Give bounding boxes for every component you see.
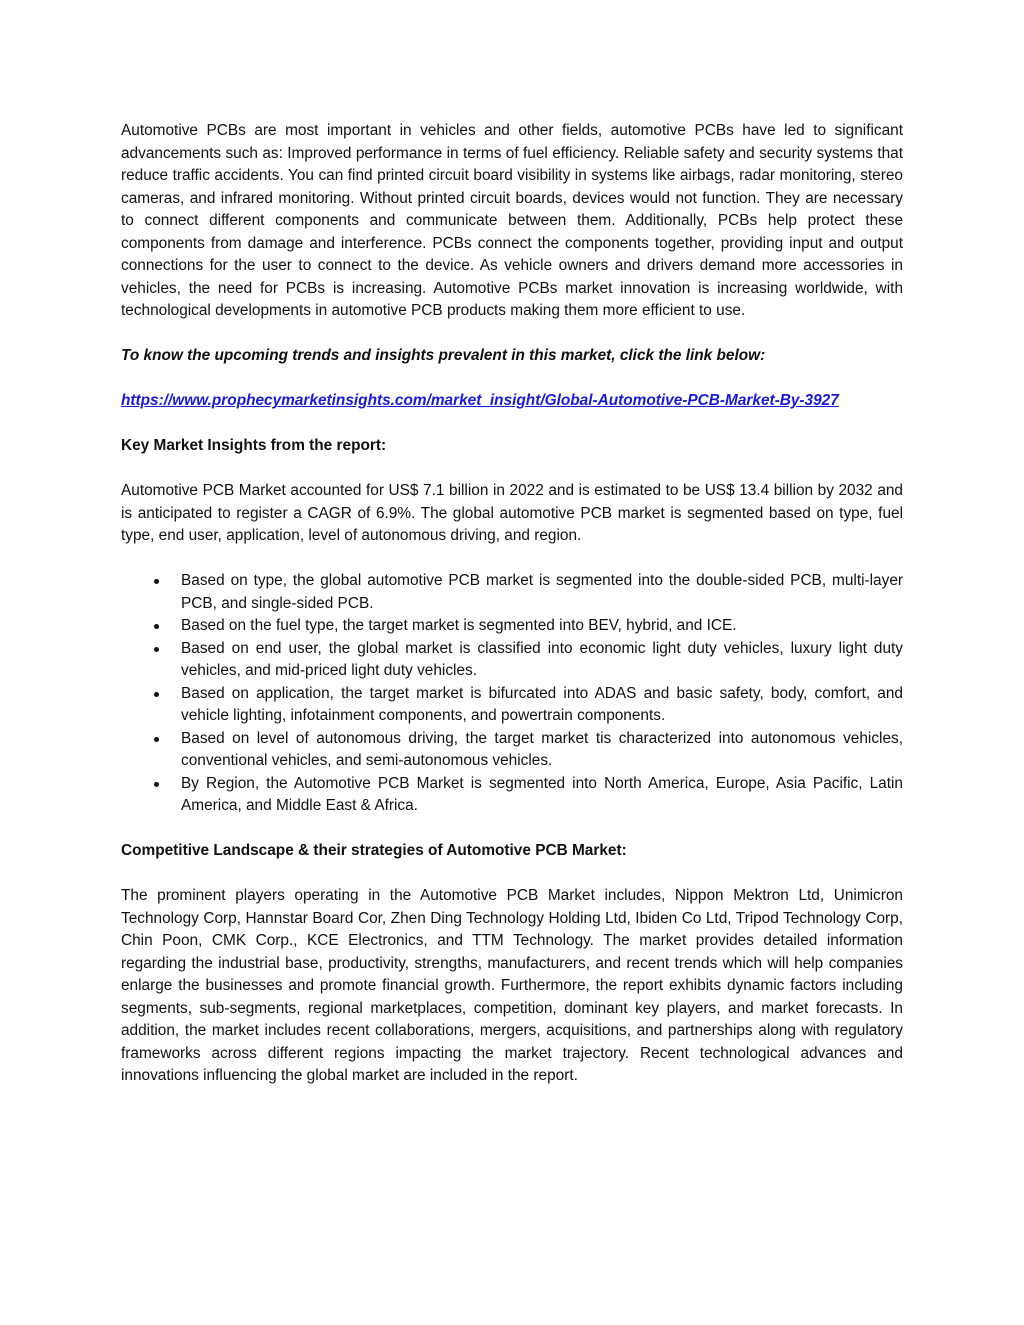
insights-paragraph: Automotive PCB Market accounted for US$ 7.1 billion in 2022 and is estimated to be US$ 13.4 billion by 2032 and is anticipated to register a CAGR of 6.9%. The global automotive PCB market is segmented based on type, fuel type, end user, application, level of autonomous driving, and region.: [121, 482, 903, 544]
bullet-icon: [154, 647, 159, 652]
segment-list: [121, 570, 903, 818]
list-item-text: Based on end user, the global market is classified into economic light duty vehicles, luxury light duty vehicles, and mid-priced light duty vehicles.: [181, 639, 903, 679]
list-item-text: Based on application, the target market is bifurcated into ADAS and basic safety, body, comfort, and vehicle lighting, infotainment components, and powertrain components.: [181, 684, 903, 724]
list-item: [121, 615, 903, 638]
list-item-text: Based on type, the global automotive PCB market is segmented into the double-sided PCB, multi-layer PCB, and single-sided PCB.: [181, 572, 903, 612]
document-page: [121, 120, 903, 1088]
insights-heading: Key Market Insights from the report:: [121, 437, 387, 454]
competitive-paragraph: The prominent players operating in the Automotive PCB Market includes, Nippon Mektron Ltd, Unimicron Technology Corp, Hannstar Board Cor, Zhen Ding Technology Holding Ltd, Ibiden Co Ltd, Tripod Technology Corp, Chin Poon, CMK Corp., KCE Electronics, and TTM Technology. The market provides detailed information regarding the industrial base, productivity, strengths, manufacturers, and recent trends which will help companies enlarge the businesses and promote financial growth. Furthermore, the report exhibits dynamic factors including segments, sub-segments, regional marketplaces, competition, dominant key players, and market forecasts. In addition, the market includes recent collaborations, mergers, acquisitions, and partnerships along with regulatory frameworks across different regions impacting the market trajectory. Recent technological advances and innovations influencing the global market are included in the report.: [121, 887, 903, 1084]
bullet-icon: [154, 579, 159, 584]
list-item: [121, 638, 903, 683]
spacer: [121, 413, 903, 436]
bullet-icon: [154, 624, 159, 629]
spacer: [121, 548, 903, 571]
spacer: [121, 458, 903, 481]
spacer: [121, 323, 903, 346]
list-item-text: By Region, the Automotive PCB Market is segmented into North America, Europe, Asia Pacific, Latin America, and Middle East & Africa.: [181, 774, 903, 814]
list-item-text: Based on the fuel type, the target market is segmented into BEV, hybrid, and ICE.: [181, 617, 737, 634]
spacer: [121, 863, 903, 886]
spacer: [121, 368, 903, 391]
list-item: [121, 570, 903, 615]
bullet-icon: [154, 692, 159, 697]
list-item: [121, 728, 903, 773]
list-item: [121, 773, 903, 818]
intro-paragraph: Automotive PCBs are most important in vehicles and other fields, automotive PCBs have led to significant advancements such as: Improved performance in terms of fuel efficiency. Reliable safety and security systems that reduce traffic accidents. You can find printed circuit board visibility in systems like airbags, radar monitoring, stereo cameras, and infrared monitoring. Without printed circuit boards, devices would not function. They are necessary to connect different components and communicate between them. Additionally, PCBs help protect these components from damage and interference. PCBs connect the components together, providing input and output connections for the user to connect to the device. As vehicle owners and drivers demand more accessories in vehicles, the need for PCBs is increasing. Automotive PCBs market innovation is increasing worldwide, with technological developments in automotive PCB products making them more efficient to use.: [121, 122, 903, 319]
bullet-icon: [154, 737, 159, 742]
report-link[interactable]: https://www.prophecymarketinsights.com/market_insight/Global-Automotive-PCB-Market-By-3927: [121, 392, 839, 409]
list-item-text: Based on level of autonomous driving, the target market tis characterized into autonomous vehicles, conventional vehicles, and semi-autonomous vehicles.: [181, 729, 903, 769]
bullet-icon: [154, 782, 159, 787]
competitive-heading: Competitive Landscape & their strategies of Automotive PCB Market:: [121, 842, 627, 859]
list-item: [121, 683, 903, 728]
link-line: [121, 390, 903, 413]
cta-text: To know the upcoming trends and insights prevalent in this market, click the link below:: [121, 347, 766, 364]
spacer: [121, 818, 903, 841]
